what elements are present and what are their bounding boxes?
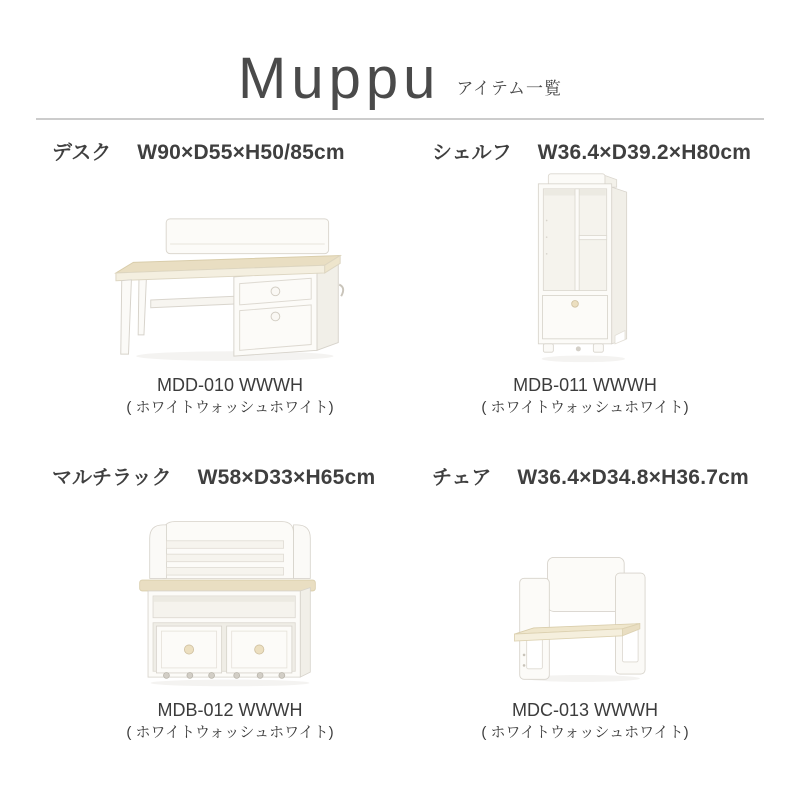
item-shelf <box>420 136 750 417</box>
item-shelf-caption <box>420 374 750 417</box>
chair-illustration <box>511 552 659 683</box>
item-desk-image <box>40 168 420 364</box>
item-desk-header <box>40 136 420 162</box>
brand-header <box>0 0 800 111</box>
color-name: ( ホワイトウォッシュホワイト) <box>126 398 334 416</box>
item-desk <box>40 136 420 417</box>
items-grid <box>0 136 800 743</box>
item-dimensions: W36.4×D39.2×H80cm <box>537 141 752 164</box>
item-multi-rack-caption <box>40 699 420 742</box>
item-name: マルチラック <box>52 467 172 490</box>
desk-illustration <box>114 209 346 364</box>
brand-subtitle: アイテム一覧 <box>456 79 562 98</box>
brand-logo: Muppu <box>238 46 441 111</box>
item-shelf-header <box>420 136 750 162</box>
model-code: MDD-010 WWWH <box>157 375 303 395</box>
color-name: ( ホワイトウォッシュホワイト) <box>481 398 689 416</box>
item-multi-rack-header <box>40 461 420 490</box>
item-chair <box>420 461 750 742</box>
model-code: MDB-012 WWWH <box>157 700 303 721</box>
item-dimensions: W36.4×D34.8×H36.7cm <box>517 466 749 490</box>
model-code: MDC-013 WWWH <box>512 700 658 721</box>
shelf-illustration <box>535 172 635 364</box>
item-chair-caption <box>420 699 750 742</box>
item-dimensions: W58×D33×H65cm <box>197 466 376 490</box>
model-code: MDB-011 WWWH <box>513 375 657 395</box>
color-name: ( ホワイトウォッシュホワイト) <box>126 723 334 741</box>
multi-rack-illustration <box>138 513 322 689</box>
item-chair-image <box>420 493 750 689</box>
item-name: シェルフ <box>432 142 512 164</box>
header-divider <box>36 118 764 120</box>
item-name: デスク <box>52 142 112 164</box>
color-name: ( ホワイトウォッシュホワイト) <box>481 723 689 741</box>
item-multi-rack <box>40 461 420 742</box>
item-chair-header <box>420 461 750 490</box>
item-name: チェア <box>432 467 492 490</box>
item-dimensions: W90×D55×H50/85cm <box>137 141 345 164</box>
item-shelf-image <box>420 168 750 364</box>
item-multi-rack-image <box>40 493 420 689</box>
item-desk-caption <box>40 374 420 417</box>
